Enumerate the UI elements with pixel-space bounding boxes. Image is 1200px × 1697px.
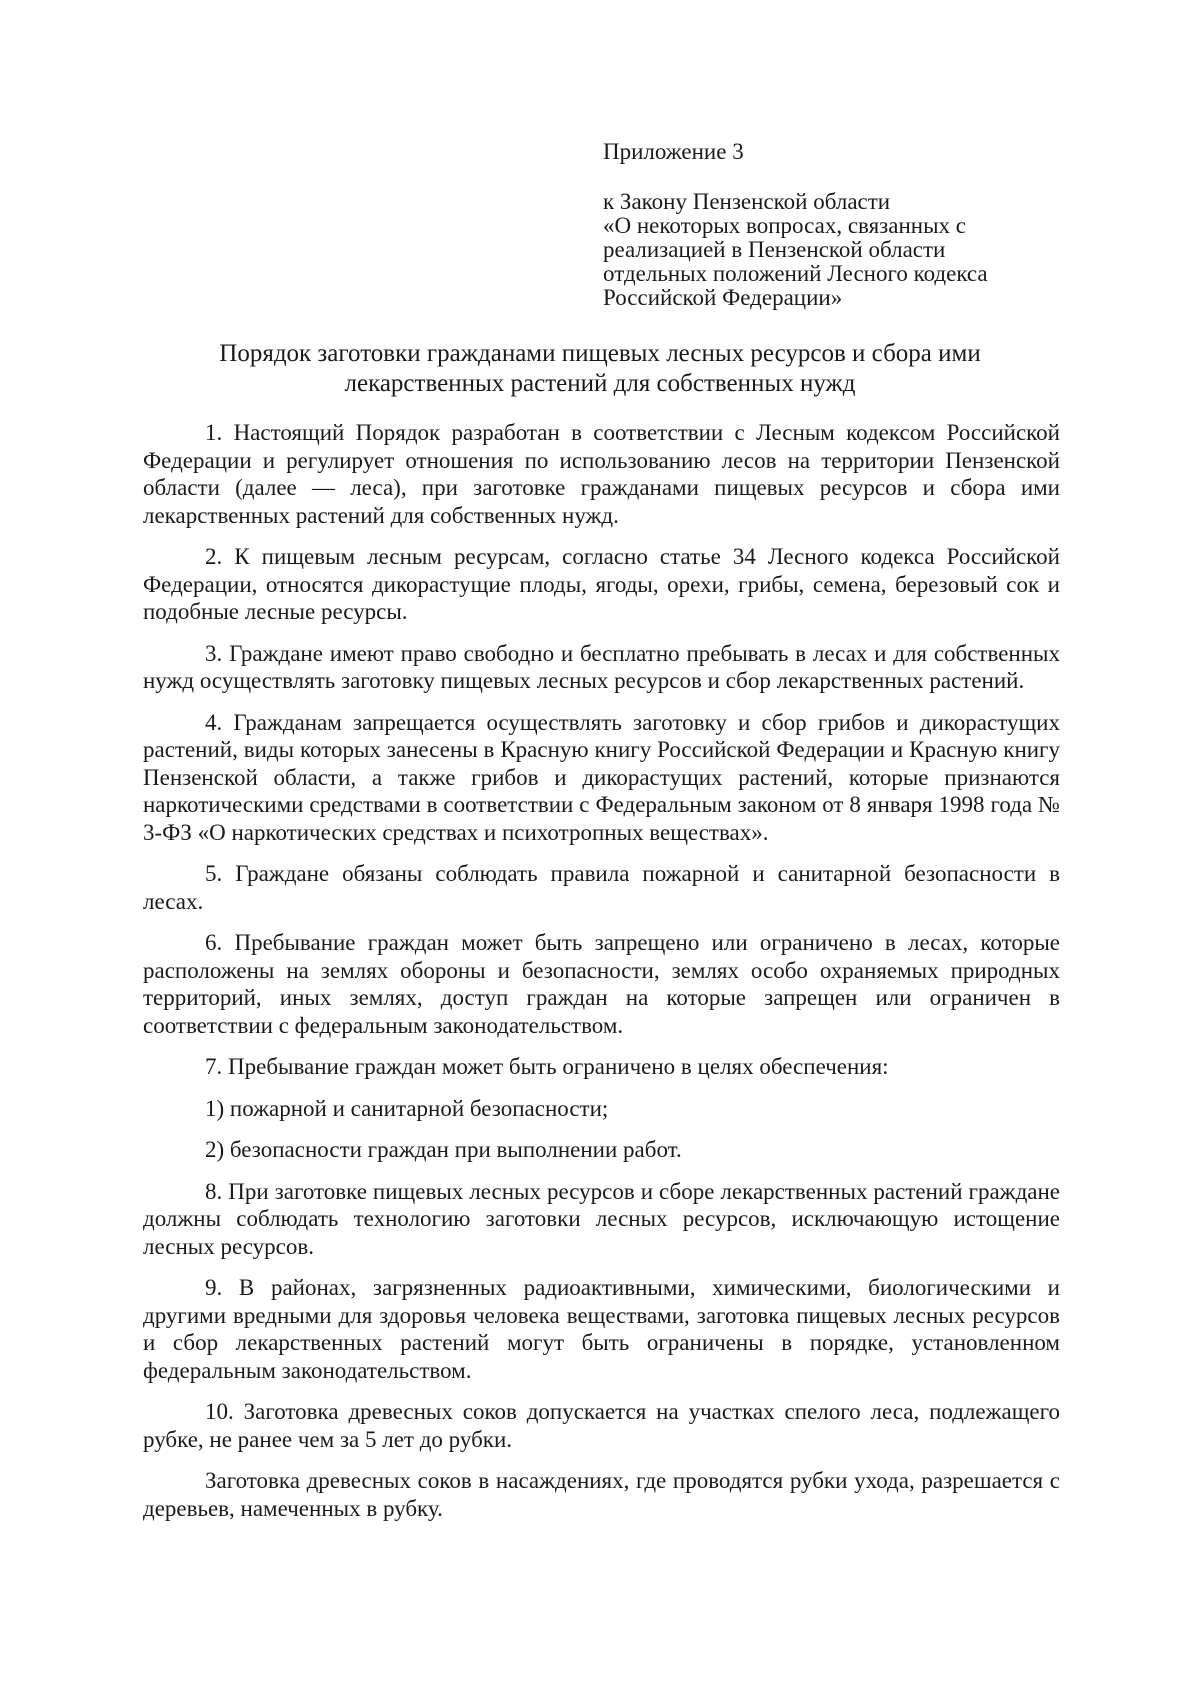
paragraph-2: 2. К пищевым лесным ресурсам, согласно статье 34 Лесного кодекса Российской Федерации, относятся дикорастущие плоды, ягоды, орехи, грибы, семена, березовый сок и подобные лесные ресурсы. — [143, 544, 1060, 624]
paragraph-1: 1. Настоящий Порядок разработан в соответствии с Лесным кодексом Российской Федерации и регулирует отношения по использованию лесов на территории Пензенской области (далее — леса), при заготовке гражданами пищевых ресурсов и сбора ими лекарственных растений для собственных нужд. — [143, 420, 1060, 528]
appendix-reference-line: реализацией в Пензенской области — [603, 237, 946, 262]
appendix-title: Приложение 3 — [603, 139, 744, 164]
appendix-reference — [603, 190, 1043, 310]
paragraph-7: 7. Пребывание граждан может быть ограничено в целях обеспечения: — [205, 1054, 889, 1079]
paragraph-10: 10. Заготовка древесных соков допускается на участках спелого леса, подлежащего рубке, не ранее чем за 5 лет до рубки. — [143, 1399, 1060, 1452]
paragraph-8: 8. При заготовке пищевых лесных ресурсов и сборе лекарственных растений граждане должны соблюдать технологию заготовки лесных ресурсов, исключающую истощение лесных ресурсов. — [143, 1178, 1060, 1259]
appendix-reference-line: «О некоторых вопросах, связанных с — [603, 213, 966, 238]
paragraph-7-item-2: 2) безопасности граждан при выполнении работ. — [205, 1137, 682, 1162]
document-title — [120, 339, 1080, 399]
appendix-reference-line: отдельных положений Лесного кодекса — [603, 261, 988, 286]
document-title-line: Порядок заготовки гражданами пищевых лесных ресурсов и сбора ими — [219, 340, 981, 367]
appendix-reference-line: к Закону Пензенской области — [603, 189, 891, 214]
paragraph-4: 4. Гражданам запрещается осуществлять заготовку и сбор грибов и дикорастущих растений, виды которых занесены в Красную книгу Российской Федерации и Красную книгу Пензенской области, а также грибов и дикорастущих растений, которые признаются наркотическими средствами в соответствии с Федеральным законом от 8 января 1998 года № 3-ФЗ «О наркотических средствах и психотропных веществах». — [143, 709, 1060, 845]
paragraph-5: 5. Граждане обязаны соблюдать правила пожарной и санитарной безопасности в лесах. — [143, 861, 1060, 914]
paragraph-9: 9. В районах, загрязненных радиоактивными, химическими, биологическими и другими вредными для здоровья человека веществами, заготовка пищевых лесных ресурсов и сбор лекарственных растений могут быть ограничены в порядке, установленном федеральным законодательством. — [143, 1275, 1060, 1383]
paragraph-6: 6. Пребывание граждан может быть запрещено или ограничено в лесах, которые расположены на землях обороны и безопасности, землях особо охраняемых природных территорий, иных землях, доступ граждан на которые запрещен или ограничен в соответствии с федеральным законодательством. — [143, 930, 1060, 1038]
paragraph-10-continuation: Заготовка древесных соков в насаждениях, где проводятся рубки ухода, разрешается с деревьев, намеченных в рубку. — [143, 1468, 1060, 1521]
paragraph-3: 3. Граждане имеют право свободно и бесплатно пребывать в лесах и для собственных нужд осуществлять заготовку пищевых лесных ресурсов и сбор лекарственных растений. — [143, 640, 1060, 693]
document-title-line: лекарственных растений для собственных нужд — [344, 370, 856, 397]
appendix-reference-line: Российской Федерации» — [603, 285, 843, 310]
paragraph-7-item-1: 1) пожарной и санитарной безопасности; — [205, 1095, 609, 1121]
appendix-block — [603, 140, 1043, 310]
document-body — [143, 419, 1060, 1536]
